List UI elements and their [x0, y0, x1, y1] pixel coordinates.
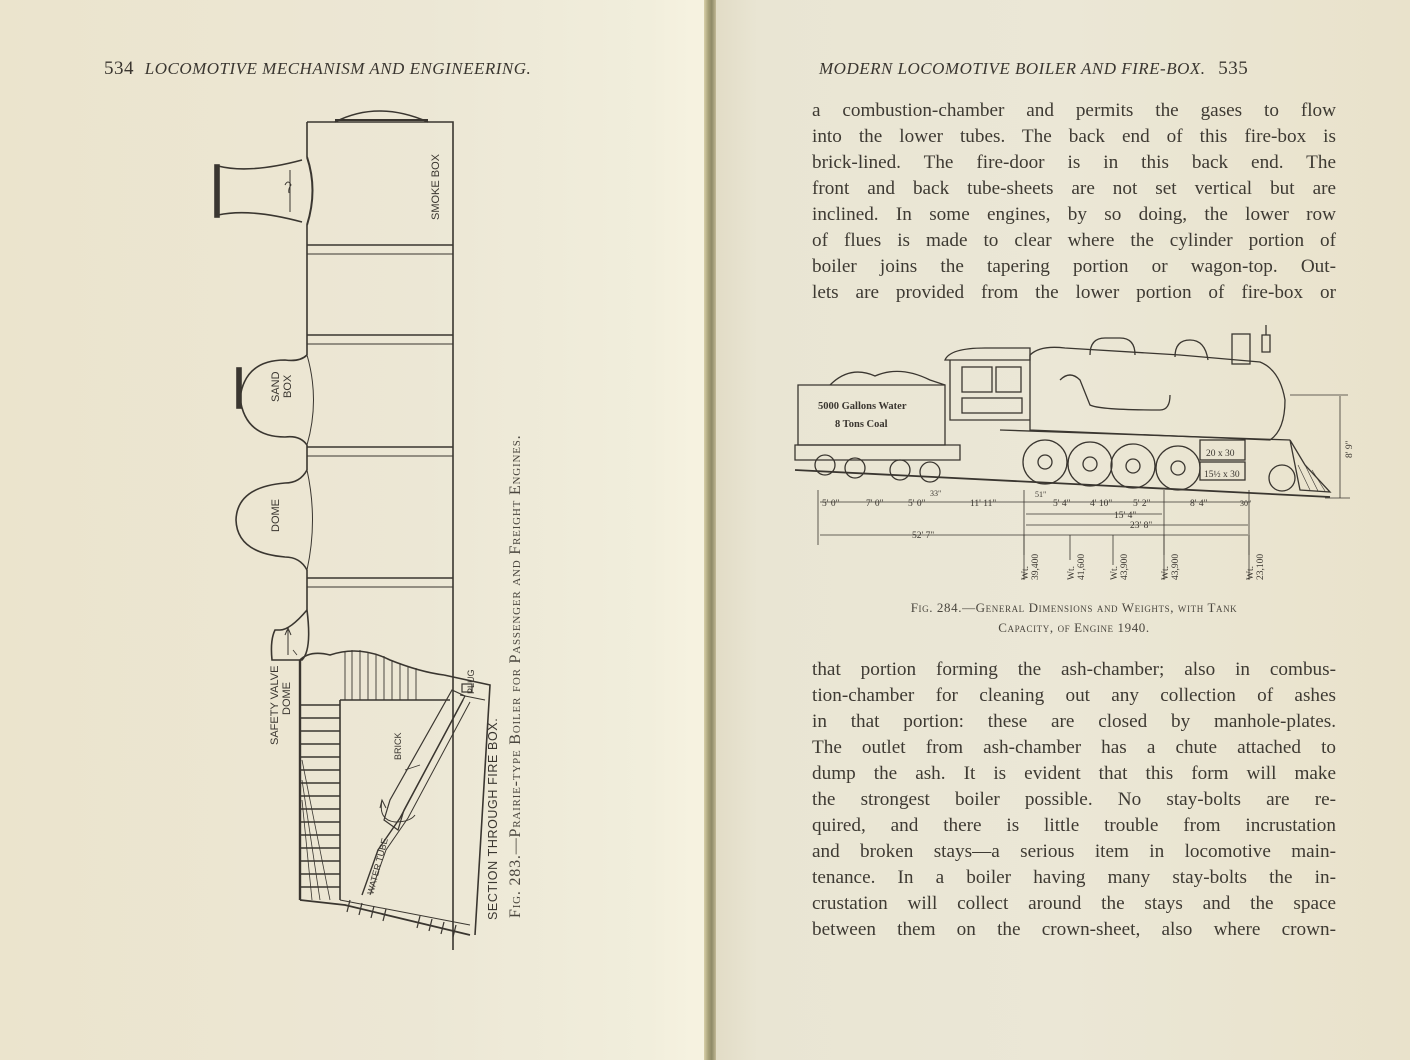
text-line: crustation will collect around the stays and the space [812, 893, 1336, 914]
text-line: in that portion: these are closed by manhole-plates. [812, 711, 1336, 732]
dim-7: 5' 4" [1053, 499, 1071, 509]
text-line: and broken stays—a serious item in locomotive main- [812, 841, 1336, 862]
right-page-number: 535 [1218, 58, 1249, 79]
right-running-title: MODERN LOCOMOTIVE BOILER AND FIRE-BOX. [819, 59, 1206, 78]
dim-12: 15' 4" [1114, 511, 1137, 521]
text-line: The outlet from ash-chamber has a chute attached to [812, 737, 1336, 758]
text-line: tion-chamber for cleaning out any collection of ashes [812, 685, 1336, 706]
caption-line-2: Capacity, of Engine 1940. [998, 620, 1150, 635]
text-line: quired, and there is little trouble from incrustation [812, 815, 1336, 836]
trailing-label: 15½ x 30 [1204, 470, 1240, 480]
label-safety-valve-1: SAFETY VALVE [269, 665, 281, 745]
dim-14: 52' 7" [912, 531, 935, 541]
dim-9: 5' 2" [1133, 499, 1151, 509]
text-line: a combustion-chamber and permits the gases to flow [812, 100, 1336, 121]
dim-8: 4' 10" [1090, 499, 1113, 509]
text-line: boiler joins the tapering portion or wagon-top. Out- [812, 256, 1336, 277]
text-line: dump the ash. It is evident that this form will make [812, 763, 1336, 784]
dim-5: 11' 11" [970, 499, 997, 509]
weight-value: 43,900 [1120, 553, 1130, 580]
weight-label: Wt. [1067, 566, 1077, 580]
text-line: that portion forming the ash-chamber; also in combus- [812, 659, 1336, 680]
tender-water-label: 5000 Gallons Water [818, 401, 907, 412]
text-line: front and back tube-sheets are not set vertical but are [812, 178, 1336, 199]
weight-value: 43,900 [1171, 553, 1181, 580]
text-line: lets are provided from the lower portion of fire-box or [812, 282, 1336, 303]
dim-2: 7' 0" [866, 499, 884, 509]
weight-value: 41,600 [1077, 553, 1087, 580]
label-sand-1: SAND [270, 371, 282, 402]
weight-label: Wt. [1110, 566, 1120, 580]
text-line: of flues is made to clear where the cylinder portion of [812, 230, 1336, 251]
weight-label: Wt. [1246, 566, 1256, 580]
text-line: brick-lined. The fire-door is in this back end. The [812, 152, 1336, 173]
label-brick: BRICK [393, 732, 403, 760]
label-dome: DOME [270, 499, 282, 532]
figure-283-caption: Fig. 283.—Prairie-type Boiler for Passenger and Freight Engines. [507, 434, 524, 918]
label-smoke-box: SMOKE BOX [430, 153, 442, 220]
weight-label: Wt. [1021, 566, 1031, 580]
figure-284-caption [812, 598, 1336, 638]
weight-value: 39,400 [1031, 553, 1041, 580]
figure-283-subcaption: SECTION THROUGH FIRE BOX. [486, 717, 500, 920]
label-plug: PLUG [466, 669, 476, 694]
dim-6: 51" [1035, 490, 1047, 499]
left-page-number: 534 [104, 58, 134, 79]
label-safety-valve-2: DOME [281, 682, 293, 715]
dim-3: 5' 0" [908, 499, 926, 509]
weight-label: Wt. [1161, 566, 1171, 580]
text-line: the strongest boiler possible. No stay-bolts are re- [812, 789, 1336, 810]
dim-10: 8' 4" [1190, 499, 1208, 509]
text-line: inclined. In some engines, by so doing, the lower row [812, 204, 1336, 225]
text-line: into the lower tubes. The back end of this fire-box is [812, 126, 1336, 147]
dim-13: 23' 8" [1130, 521, 1153, 531]
tender-coal-label: 8 Tons Coal [835, 419, 888, 430]
dim-4: 33" [930, 489, 942, 498]
dim-11: 30" [1240, 499, 1252, 508]
text-line: tenance. In a boiler having many stay-bolts the in- [812, 867, 1336, 888]
label-sand-2: BOX [282, 374, 294, 398]
cylinder-label: 20 x 30 [1206, 449, 1235, 459]
height-dimension: 8' 9" [1345, 440, 1355, 458]
text-line: between them on the crown-sheet, also where crown- [812, 919, 1336, 940]
dim-1: 5' 0" [822, 499, 840, 509]
caption-line-1: Fig. 284.—General Dimensions and Weights, with Tank [910, 600, 1238, 615]
left-running-title: LOCOMOTIVE MECHANISM AND ENGINEERING. [144, 59, 532, 78]
weight-value: 23,100 [1256, 553, 1266, 580]
paragraph-bottom [812, 657, 1336, 943]
label-water-tube: WATER TUBE [365, 837, 390, 896]
